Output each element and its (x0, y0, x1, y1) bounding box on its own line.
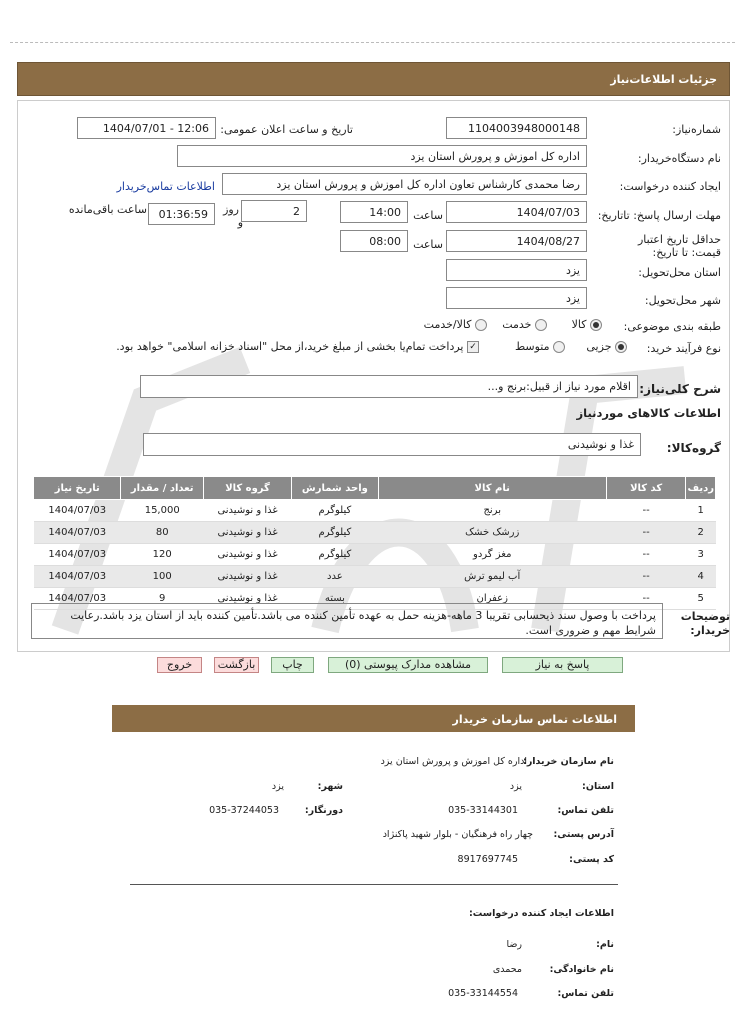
days-field: 2 (241, 200, 307, 222)
remaining-label: ساعت باقی‌مانده (68, 203, 147, 216)
validity-time-label: ساعت (413, 238, 443, 251)
cell-qty: 80 (121, 522, 203, 544)
creator-info-title: اطلاعات ایجاد کننده درخواست: (468, 908, 614, 919)
cell-name: مغز گردو (378, 544, 606, 566)
col-qty: تعداد / مقدار (121, 477, 203, 500)
cell-group: غذا و نوشیدنی (203, 544, 291, 566)
purchase-option-minor[interactable]: جزیی (586, 340, 627, 353)
notes-field: پرداخت با وصول سند ذیحسابی تقریبا 3 ماهه-هزینه حمل به عهده تأمین کننده می باشد.تأمین کننده باید از استان یزد باشد.رعایت شرایط مهم و ضروری است. (31, 603, 663, 639)
cell-code: -- (606, 566, 686, 588)
city-label: شهر محل‌تحویل: (644, 294, 721, 307)
attachments-button[interactable]: مشاهده مدارک پیوستی (0) (328, 657, 488, 673)
category-option-service[interactable]: خدمت (502, 318, 547, 331)
creator-label: ایجاد کننده درخواست: (619, 180, 721, 193)
checkbox-checked-icon[interactable]: ✓ (467, 341, 479, 353)
validity-label: حداقل تاریخ اعتبار قیمت: تا تاریخ: (637, 233, 721, 259)
contact-fax-label: دورنگار: (304, 805, 343, 816)
page-title: جزئیات اطلاعات‌نیاز (610, 73, 717, 86)
deadline-time-field: 14:00 (340, 201, 408, 223)
cell-name: برنج (378, 500, 606, 522)
col-code: کد کالا (606, 477, 686, 500)
cell-row: 1 (686, 500, 716, 522)
contact-header-title: اطلاعات تماس سازمان خریدار (452, 713, 617, 726)
creator-name-label: نام: (596, 939, 614, 950)
col-row: ردیف (686, 477, 716, 500)
deadline-label: مهلت ارسال پاسخ: تاتاریخ: (597, 209, 721, 222)
creator-family-label: نام خانوادگی: (549, 964, 614, 975)
category-option-goods[interactable]: کالا (572, 318, 602, 331)
respond-button[interactable]: پاسخ به نیاز (502, 657, 623, 673)
exit-button[interactable]: خروج (157, 657, 202, 673)
validity-date-field: 1404/08/27 (446, 230, 587, 252)
category-option-both[interactable]: کالا/خدمت (424, 318, 487, 331)
radio-icon[interactable] (535, 319, 547, 331)
goods-group-field: غذا و نوشیدنی (143, 433, 641, 456)
summary-label: شرح کلی‌نیاز: (639, 382, 721, 396)
top-divider (10, 42, 735, 43)
contact-city-value: یزد (271, 781, 284, 792)
radio-icon[interactable] (553, 341, 565, 353)
cell-group: غذا و نوشیدنی (203, 522, 291, 544)
deadline-date-field: 1404/07/03 (446, 201, 587, 223)
creator-phone-label: تلفن تماس: (557, 988, 614, 999)
cell-qty: 15,000 (121, 500, 203, 522)
cell-code: -- (606, 500, 686, 522)
cell-date: 1404/07/03 (34, 566, 121, 588)
creator-field: رضا محمدی کارشناس تعاون اداره کل اموزش و پرورش استان یزد (222, 173, 587, 195)
notes-label: توضیحات خریدار: (680, 610, 730, 637)
cell-unit: بسته (292, 588, 379, 610)
announce-label: تاریخ و ساعت اعلان عمومی: (220, 123, 353, 136)
contact-province-value: یزد (509, 781, 522, 792)
cell-qty: 100 (121, 566, 203, 588)
contact-divider (130, 884, 618, 885)
summary-field: اقلام مورد نیاز از قبیل:برنج و... (140, 375, 638, 398)
cell-qty: 9 (121, 588, 203, 610)
contact-org-label: نام سازمان خریدار: (523, 756, 614, 767)
cell-row: 2 (686, 522, 716, 544)
days-label: روز (223, 203, 239, 216)
print-button[interactable]: چاپ (271, 657, 314, 673)
col-name: نام کالا (378, 477, 606, 500)
goods-group-label: گروه‌کالا: (666, 441, 721, 455)
items-table (33, 476, 716, 610)
announce-field: 1404/07/01 - 12:06 (77, 117, 216, 139)
cell-name: زعفران (378, 588, 606, 610)
purchase-label: نوع فرآیند خرید: (646, 342, 721, 355)
need-number-field: 1104003948000148 (446, 117, 587, 139)
and-label: و (237, 216, 243, 229)
purchase-option-medium[interactable]: متوسط (515, 340, 565, 353)
buyer-org-field: اداره کل اموزش و پرورش استان یزد (177, 145, 587, 167)
radio-icon[interactable] (475, 319, 487, 331)
cell-group: غذا و نوشیدنی (203, 588, 291, 610)
province-field: یزد (446, 259, 587, 281)
cell-name: زرشک خشک (378, 522, 606, 544)
col-unit: واحد شمارش (292, 477, 379, 500)
cell-row: 3 (686, 544, 716, 566)
table-row (34, 500, 716, 522)
cell-row: 5 (686, 588, 716, 610)
need-number-label: شماره‌نیاز: (672, 123, 721, 136)
province-label: استان محل‌تحویل: (638, 266, 721, 279)
contact-phone-label: تلفن تماس: (557, 805, 614, 816)
table-header-row (34, 477, 716, 500)
cell-unit: عدد (292, 566, 379, 588)
table-row (34, 544, 716, 566)
contact-city-label: شهر: (317, 781, 343, 792)
contact-phone-value: 035-33144301 (448, 805, 518, 816)
deadline-time-label: ساعت (413, 209, 443, 222)
contact-fax-value: 035-37244053 (209, 805, 279, 816)
payment-note: ✓ پرداخت تمام‌یا بخشی از مبلغ خرید،از محل "اسناد خزانه اسلامی" خواهد بود. (116, 340, 479, 353)
validity-time-field: 08:00 (340, 230, 408, 252)
col-group: گروه کالا (203, 477, 291, 500)
creator-name-value: رضا (506, 939, 522, 950)
cell-code: -- (606, 544, 686, 566)
creator-family-value: محمدی (492, 964, 522, 975)
cell-code: -- (606, 588, 686, 610)
creator-phone-value: 035-33144554 (448, 988, 518, 999)
contact-postal-label: کد پستی: (569, 854, 614, 865)
city-field: یزد (446, 287, 587, 309)
contact-info-link[interactable]: اطلاعات تماس‌خریدار (116, 180, 215, 193)
page-header (17, 62, 730, 96)
contact-address-value: چهار راه فرهنگیان - بلوار شهید پاکنژاد (382, 829, 533, 840)
contact-org-value: اداره کل اموزش و پرورش استان یزد (380, 756, 527, 767)
cell-group: غذا و نوشیدنی (203, 500, 291, 522)
radio-selected-icon[interactable] (615, 341, 627, 353)
cell-date: 1404/07/03 (34, 522, 121, 544)
cell-name: آب لیمو ترش (378, 566, 606, 588)
cell-qty: 120 (121, 544, 203, 566)
remaining-time-field: 01:36:59 (148, 203, 215, 225)
cell-row: 4 (686, 566, 716, 588)
cell-unit: کیلوگرم (292, 522, 379, 544)
contact-header (112, 705, 635, 732)
cell-date: 1404/07/03 (34, 500, 121, 522)
table-row (34, 566, 716, 588)
goods-info-title: اطلاعات کالاهای موردنیاز (576, 406, 721, 420)
cell-unit: کیلوگرم (292, 544, 379, 566)
radio-selected-icon[interactable] (590, 319, 602, 331)
cell-unit: کیلوگرم (292, 500, 379, 522)
cell-code: -- (606, 522, 686, 544)
back-button[interactable]: بازگشت (214, 657, 259, 673)
col-date: تاریخ نیاز (34, 477, 121, 500)
cell-date: 1404/07/03 (34, 544, 121, 566)
cell-date: 1404/07/03 (34, 588, 121, 610)
category-label: طبقه بندی موضوعی: (623, 320, 721, 333)
table-row (34, 522, 716, 544)
contact-postal-value: 8917697745 (457, 854, 518, 865)
cell-group: غذا و نوشیدنی (203, 566, 291, 588)
buyer-org-label: نام دستگاه‌خریدار: (637, 152, 721, 165)
contact-address-label: آدرس پستی: (553, 829, 614, 840)
contact-province-label: استان: (582, 781, 614, 792)
